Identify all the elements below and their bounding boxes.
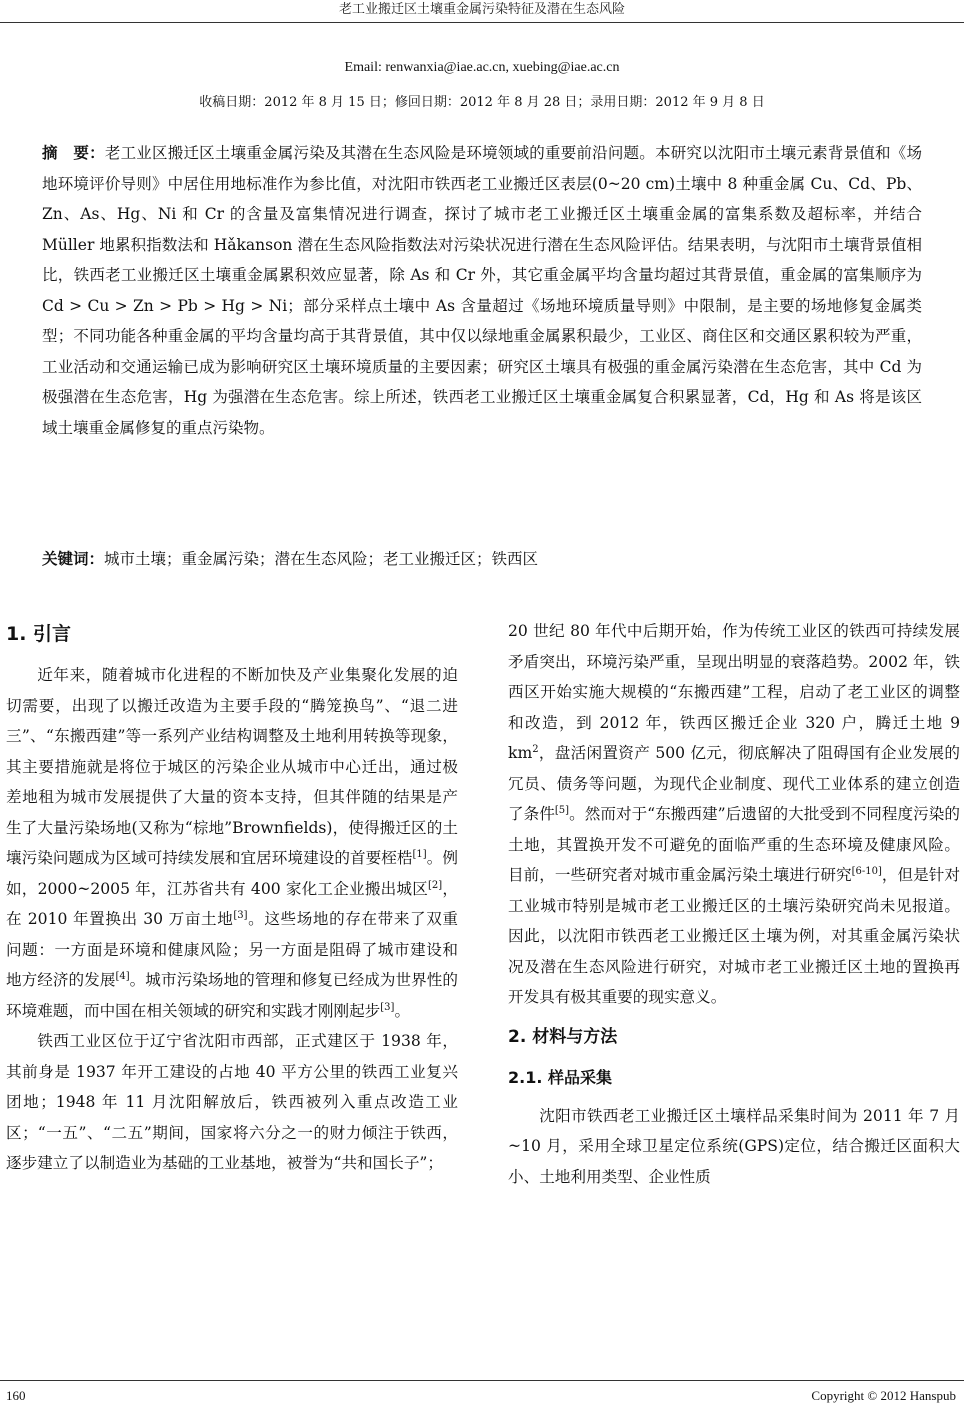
sampling-paragraph: 沈阳市铁西老工业搬迁区土壤样品采集时间为 2011 年 7 月~10 月，采用全球卫星定位系统(GPS)定位，结合搬迁区面积大小、土地利用类型、企业性质: [508, 1106, 960, 1186]
abstract: [42, 138, 922, 443]
text-run: 20 世纪 80 年代中后期开始，作为传统工业区的铁西可持续发展矛盾突出，环境污染严重，呈现出明显的衰落趋势。2002 年，铁西区开始实施大规模的“东搬西建”工程，启动了老工业区的调整和改造，到 2012 年，铁西区搬迁企业 320 户，腾迁土地 9 km: [508, 622, 960, 762]
author-email: Email: renwanxia@iae.ac.cn, xuebing@iae.ac.cn: [344, 60, 620, 75]
abstract-label: 摘 要：: [42, 144, 105, 162]
superscript: 2: [532, 743, 539, 755]
text-run: 近年来，随着城市化进程的不断加快及产业集聚化发展的迫切需要，出现了以搬迁改造为主要手段的“腾笼换鸟”、“退二进三”、“东搬西建”等一系列产业结构调整及土地利用转换等现象，其主要措施就是将位于城区的污染企业从城市中心迁出，通过极差地租为城市发展提供了大量的资本支持，但其伴随的结果是产生了大量污染场地(又称为“棕地”Brownfields)，使得搬迁区的土壤污染问题成为区域可持续发展和宜居环境建设的首要桎梏: [6, 666, 458, 867]
text-run: ，在 2010 年置换出 30 万亩土地: [6, 879, 458, 928]
keywords: [42, 544, 922, 574]
text-run: 。: [394, 1001, 411, 1020]
citation: [3]: [233, 909, 248, 921]
copyright-notice: Copyright © 2012 Hanspub: [811, 1388, 956, 1403]
running-title: 老工业搬迁区土壤重金属污染特征及潜在生态风险: [338, 2, 625, 17]
text-run: 。例如，2000~2005 年，江苏省共有 400 家化工企业搬出城区: [6, 849, 458, 898]
running-header: [0, 0, 964, 23]
citation: [5]: [554, 804, 570, 816]
text-run: 。然而对于“东搬西建”后遗留的大批受到不同程度污染的土地，其置换开发不可避免的面临严重的生态环境及健康风险。目前，一些研究者对城市重金属污染土壤进行研究: [508, 805, 960, 884]
keywords-text: 城市土壤；重金属污染；潜在生态风险；老工业搬迁区；铁西区: [104, 550, 539, 568]
left-column: [6, 616, 458, 1179]
citation: [1]: [412, 848, 427, 860]
keywords-label: 关键词：: [42, 550, 105, 568]
footer-divider: [0, 1380, 964, 1381]
intro-paragraph-2: 铁西工业区位于辽宁省沈阳市西部，正式建区于 1938 年，其前身是 1937 年开工建设的占地 40 平方公里的铁西工业复兴团地；1948 年 11 月沈阳解放后，铁西被列入重点改造工业区；“一五”、“二五”期间，国家将六分之一的财力倾注于铁西，逐步建立了以制造业为基础的工业基地，被誉为“共和国长子”；: [6, 1032, 458, 1172]
text-run: ，但是针对工业城市特别是城市老工业搬迁区的土壤污染研究尚未见报道。因此，以沈阳市铁西老工业搬迁区土壤为例，对其重金属污染状况及潜在生态风险进行研究，对城市老工业搬迁区土地的置换再开发具有极其重要的现实意义。: [508, 866, 960, 1006]
citation: [2]: [428, 879, 443, 891]
text-run: ，盘活闲置资产 500 亿元，彻底解决了阻碍国有企业发展的冗员、债务等问题，为现代企业制度、现代工业体系的建立创造了条件: [508, 744, 960, 823]
section-heading-introduction: 1. 引言: [6, 623, 72, 645]
citation: [4]: [115, 970, 130, 982]
intro-paragraph-1: [6, 660, 458, 1026]
intro-paragraph-continued: [508, 616, 960, 1013]
subsection-heading-sampling: 2.1. 样品采集: [508, 1067, 612, 1087]
section-heading-methods: 2. 材料与方法: [508, 1026, 618, 1047]
abstract-text: 老工业区搬迁区土壤重金属污染及其潜在生态风险是环境领域的重要前沿问题。本研究以沈阳市土壤元素背景值和《场地环境评价导则》中居住用地标准作为参比值，对沈阳市铁西老工业搬迁区表层(0~20 cm)土壤中 8 种重金属 Cu、Cd、Pb、Zn、As、Hg、Ni 和 Cr 的含量及富集情况进行调查，探讨了城市老工业搬迁区土壤重金属的富集系数及超标率，并结合 Müller 地累积指数法和 Hǎkanson 潜在生态风险指数法对污染状况进行潜在生态风险评估。结果表明，与沈阳市土壤背景值相比，铁西老工业搬迁区土壤重金属累积效应显著，除 As 和 Cr 外，其它重金属平均含量均超过其背景值，重金属的富集顺序为 Cd > Cu > Zn > Pb > Hg > Ni；部分采样点土壤中 As 含量超过《场地环境质量导则》中限制，是主要的场地修复金属类型；不同功能各种重金属的平均含量均高于其背景值，其中仅以绿地重金属累积最少，工业区、商住区和交通区累积较为严重，工业活动和交通运输已成为影响研究区土壤环境质量的主要因素；研究区土壤具有极强的重金属污染潜在生态危害，其中 Cd 为极强潜在生态危害，Hg 为强潜在生态危害。综上所述，铁西老工业搬迁区土壤重金属复合积累显著，Cd，Hg 和 As 将是该区域土壤重金属修复的重点污染物。: [42, 144, 922, 437]
submission-dates: 收稿日期：2012 年 8 月 15 日；修回日期：2012 年 8 月 28 日；录用日期：2012 年 9 月 8 日: [199, 95, 765, 110]
citation: [6-10]: [851, 865, 882, 877]
page-number: 160: [6, 1388, 26, 1403]
text-run: 。城市污染场地的管理和修复已经成为世界性的环境难题，而中国在相关领域的研究和实践才刚刚起步: [6, 971, 458, 1020]
text-run: 。这些场地的存在带来了双重问题：一方面是环境和健康风险；另一方面是阻碍了城市建设和地方经济的发展: [6, 910, 458, 989]
citation: [3]: [380, 1001, 395, 1013]
right-column: [508, 616, 960, 1192]
